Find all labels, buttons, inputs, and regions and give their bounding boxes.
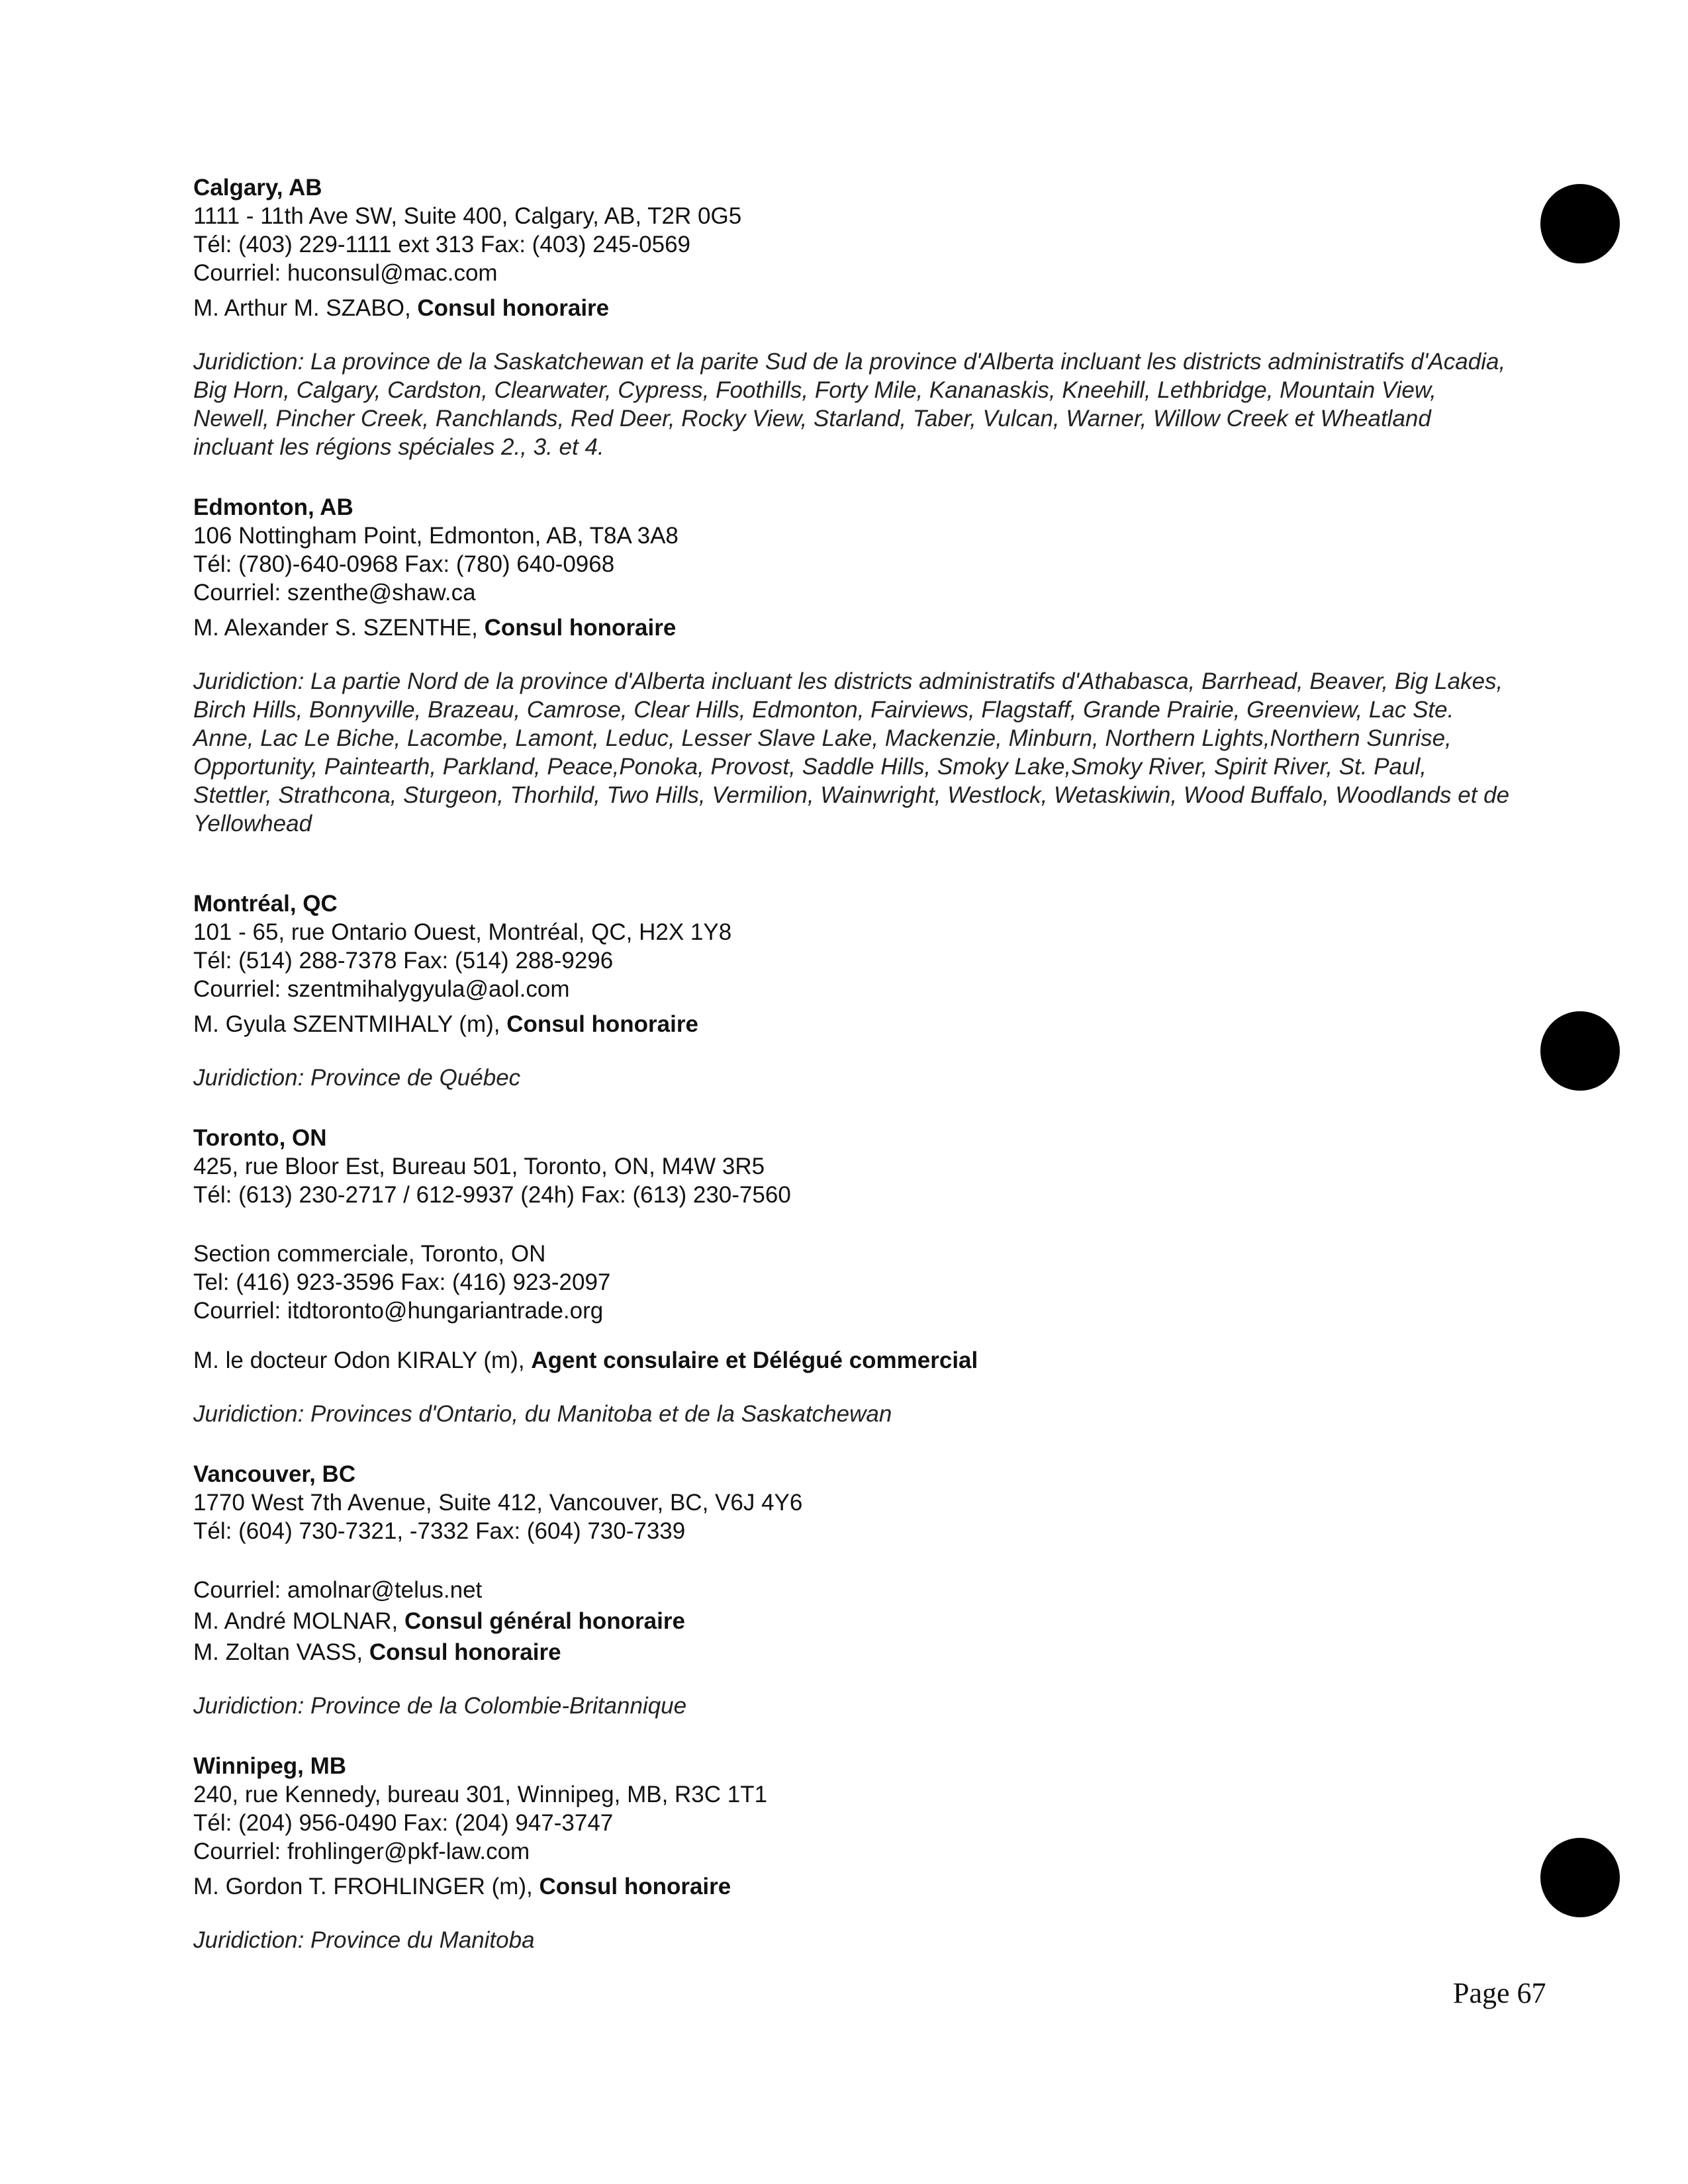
person-name: M. Gordon T. FROHLINGER (m), [193,1874,539,1899]
city-heading: Montréal, QC [193,891,338,917]
person-title: Consul honoraire [539,1874,731,1899]
entry-edmonton [193,493,1517,838]
page-number: Page 67 [1453,1977,1546,2009]
person-title: Consul honoraire [417,295,610,321]
consulate-list [193,173,1517,1954]
city-heading: Edmonton, AB [193,494,353,520]
entry-calgary [193,173,1517,461]
consul-person [193,614,1517,642]
city-heading: Toronto, ON [193,1125,327,1151]
phone-line: Tél: (403) 229-1111 ext 313 Fax: (403) 245-0569 [193,232,691,257]
phone-line: Tél: (204) 956-0490 Fax: (204) 947-3747 [193,1810,614,1836]
email-line: Courriel: frohlinger@pkf-law.com [193,1839,530,1864]
commercial-section-line: Section commerciale, Toronto, ON [193,1241,546,1267]
jurisdiction-text: Juridiction: Province de Québec [193,1065,521,1091]
entry-toronto [193,1124,1517,1428]
person-name: M. le docteur Odon KIRALY (m), [193,1347,532,1373]
phone-line: Tél: (604) 730-7321, -7332 Fax: (604) 730-7339 [193,1518,686,1544]
address-line: 425, rue Bloor Est, Bureau 501, Toronto, ON, M4W 3R5 [193,1154,765,1179]
jurisdiction-text: Juridiction: Provinces d'Ontario, du Manitoba et de la Saskatchewan [193,1401,892,1427]
commercial-phone-line: Tel: (416) 923-3596 Fax: (416) 923-2097 [193,1269,611,1295]
city-heading: Vancouver, BC [193,1461,356,1487]
person-title: Consul honoraire [484,615,677,641]
person-name: M. Alexander S. SZENTHE, [193,615,485,641]
consul-person [193,1607,1517,1635]
jurisdiction-text: Juridiction: La province de la Saskatchewan et la parite Sud de la province d'Alberta incluant les districts administratifs d'Acadia, Big Horn, Calgary, Cardston, Clearwater, Cypress, Foothills, Forty Mile, Kananaskis, Kneehill, Lethbridge, Mountain View, Newell, Pincher Creek, Ranchlands, Red Deer, Rocky View, Starland, Taber, Vulcan, Warner, Willow Creek et Wheatland incluant les régions spéciales 2., 3. et 4. [193,349,1506,460]
email-line: Courriel: amolnar@telus.net [193,1577,483,1603]
address-line: 240, rue Kennedy, bureau 301, Winnipeg, MB, R3C 1T1 [193,1782,768,1807]
phone-line: Tél: (613) 230-2717 / 612-9937 (24h) Fax: (613) 230-7560 [193,1182,791,1208]
address-line: 101 - 65, rue Ontario Ouest, Montréal, QC, H2X 1Y8 [193,919,732,945]
entry-vancouver [193,1460,1517,1720]
jurisdiction-text: Juridiction: La partie Nord de la province d'Alberta incluant les districts administratifs d'Athabasca, Barrhead, Beaver, Big Lakes, Birch Hills, Bonnyville, Brazeau, Camrose, Clear Hills, Edmonton, Fairviews, Flagstaff, Grande Prairie, Greenview, Lac Ste. Anne, Lac Le Biche, Lacombe, Lamont, Leduc, Lesser Slave Lake, Mackenzie, Minburn, Northern Lights,Northern Sunrise, Opportunity, Paintearth, Parkland, Peace,Ponoka, Provost, Saddle Hills, Smoky Lake,Smoky River, Spirit River, St. Paul, Stettler, Strathcona, Sturgeon, Thorhild, Two Hills, Vermilion, Wainwright, Westlock, Wetaskiwin, Wood Buffalo, Woodlands et de Yellowhead [193,668,1510,837]
punch-hole-middle [1540,1011,1620,1091]
city-heading: Winnipeg, MB [193,1753,347,1779]
entry-winnipeg [193,1752,1517,1954]
person-title: Consul honoraire [506,1011,698,1037]
punch-hole-top [1540,184,1620,263]
email-line: Courriel: szenthe@shaw.ca [193,580,476,606]
person-name: M. Arthur M. SZABO, [193,295,418,321]
address-line: 106 Nottingham Point, Edmonton, AB, T8A 3A8 [193,523,679,549]
email-line: Courriel: huconsul@mac.com [193,260,498,286]
consul-person [193,1638,1517,1666]
commercial-email-line: Courriel: itdtoronto@hungariantrade.org [193,1298,604,1324]
consul-person [193,294,1517,322]
phone-line: Tél: (514) 288-7378 Fax: (514) 288-9296 [193,948,614,974]
entry-montreal [193,889,1517,1092]
address-line: 1770 West 7th Avenue, Suite 412, Vancouver, BC, V6J 4Y6 [193,1490,803,1516]
person-name: M. Gyula SZENTMIHALY (m), [193,1011,507,1037]
person-name: M. Zoltan VASS, [193,1639,369,1665]
email-line: Courriel: szentmihalygyula@aol.com [193,976,570,1002]
consul-person [193,1872,1517,1901]
phone-line: Tél: (780)-640-0968 Fax: (780) 640-0968 [193,551,615,577]
consul-person [193,1346,1517,1375]
jurisdiction-text: Juridiction: Province du Manitoba [193,1927,535,1953]
punch-hole-bottom [1540,1838,1620,1917]
person-title: Agent consulaire et Délégué commercial [531,1347,978,1373]
person-name: M. André MOLNAR, [193,1608,404,1634]
city-heading: Calgary, AB [193,175,322,201]
address-line: 1111 - 11th Ave SW, Suite 400, Calgary, AB, T2R 0G5 [193,203,742,229]
consul-person [193,1010,1517,1038]
jurisdiction-text: Juridiction: Province de la Colombie-Britannique [193,1693,687,1719]
person-title: Consul honoraire [369,1639,561,1665]
person-title: Consul général honoraire [404,1608,685,1634]
